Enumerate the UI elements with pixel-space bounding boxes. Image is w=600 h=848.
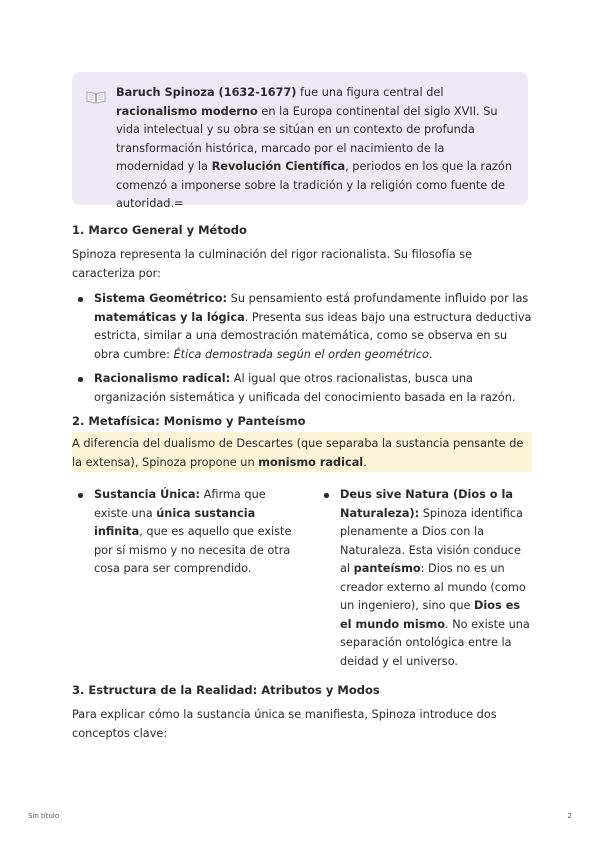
book-icon (86, 90, 106, 104)
section-3-heading: 3. Estructura de la Realidad: Atributos y Modos (72, 683, 380, 697)
highlighted-paragraph (72, 435, 532, 472)
intro-callout (72, 72, 528, 210)
section-1-heading: 1. Marco General y Método (72, 223, 247, 237)
list-item-deus-sive-natura: Deus sive Natura (Dios o la Naturaleza): Spinoza identifica plenamente a Dios con la Naturaleza. Esta visión conduce al panteísmo: Dios no es un creador externo al mundo (como un ingeniero), sino que Dios es el mundo mismo. No existe una separación ontológica entre la deidad y el universo. (318, 486, 532, 671)
section-3-intro-text: Para explicar cómo la sustancia única se manifiesta, Spinoza introduce dos conceptos clave: (72, 708, 497, 740)
footer-document-title: Sin título (28, 812, 60, 820)
section-1-intro (72, 246, 532, 283)
section-2-heading: 2. Metafísica: Monismo y Panteísmo (72, 414, 306, 428)
highlighted-text: A diferencia del dualismo de Descartes (que separaba la sustancia pensante de la extensa), Spinoza propone un monismo radical. (72, 437, 524, 469)
footer-page-number: 2 (567, 812, 572, 820)
list-item-racionalismo-radical: Racionalismo radical: Al igual que otros racionalistas, busca una organización sistemática y unificada del conocimiento basada en la razón. (72, 370, 532, 407)
section-1-list (72, 290, 532, 407)
list-item-sistema-geometrico: Sistema Geométrico: Su pensamiento está profundamente influido por las matemáticas y la lógica. Presenta sus ideas bajo una estructura deductiva estricta, similar a una demostración matemática, como se observa en su obra cumbre: Ética demostrada según el orden geométrico. (72, 290, 532, 364)
column-right (318, 486, 532, 671)
column-left (72, 486, 292, 579)
list-item-sustancia-unica: Sustancia Única: Afirma que existe una única sustancia infinita, que es aquello que existe por sí mismo y no necesita de otra cosa para ser comprendido. (72, 486, 292, 579)
callout-text: Baruch Spinoza (1632-1677) fue una figura central del racionalismo moderno en la Europa continental del siglo XVII. Su vida intelectual y su obra se sitúan en un contexto de profunda transformación histórica, marcado por el nacimiento de la modernidad y la Revolución Científica, periodos en los que la razón comenzó a imponerse sobre la tradición y la religión como fuente de autoridad.= (116, 86, 513, 210)
section-1-intro-text: Spinoza representa la culminación del rigor racionalista. Su filosofía se caracteriza por: (72, 248, 473, 280)
section-3-intro (72, 706, 532, 743)
